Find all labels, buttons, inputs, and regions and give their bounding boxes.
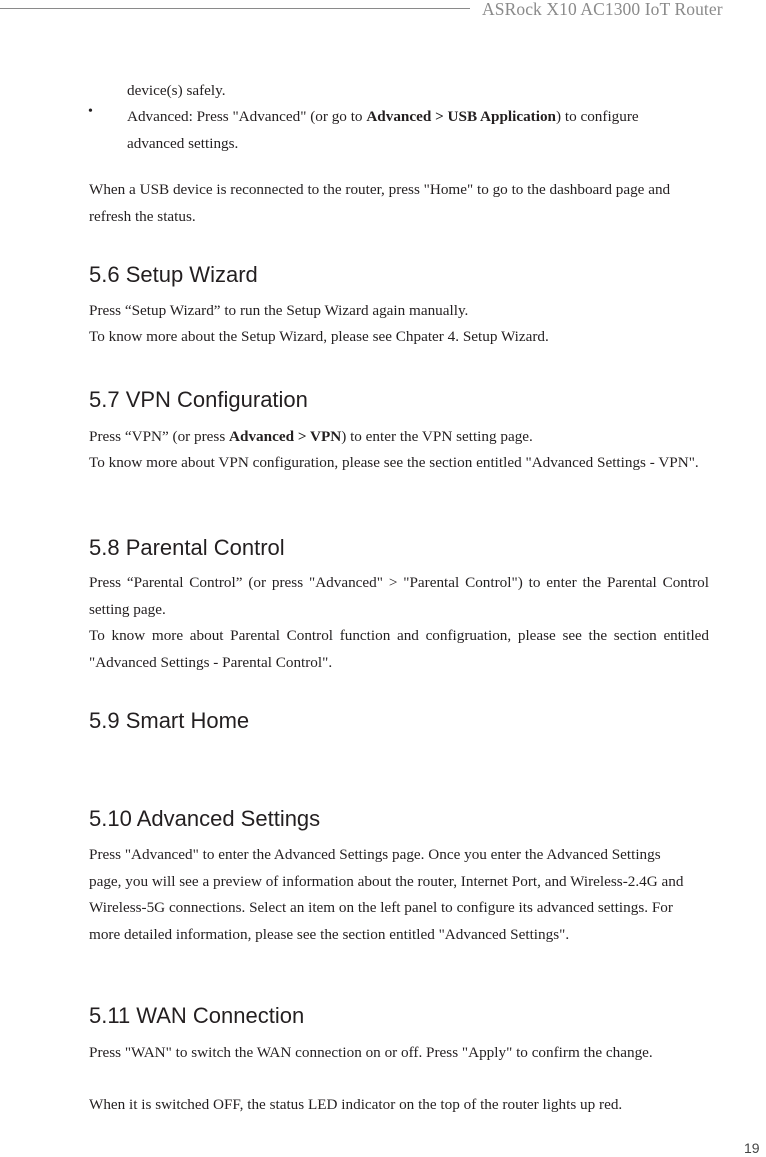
vpn-line1-prefix: Press “VPN” (or press: [89, 428, 230, 445]
advanced-heading: 5.10 Advanced Settings: [89, 806, 321, 831]
vpn-line1-bold: Advanced > VPN: [229, 428, 342, 445]
setup-wizard-heading: 5.6 Setup Wizard: [89, 262, 258, 287]
smart-home-heading: 5.9 Smart Home: [89, 708, 250, 733]
header-rule: [0, 8, 470, 9]
setup-wizard-line2: To know more about the Setup Wizard, please see Chpater 4. Setup Wizard.: [89, 328, 549, 345]
vpn-line2: To know more about VPN configuration, please see the section entitled "Advanced Settings - VPN".: [89, 454, 699, 471]
vpn-heading: 5.7 VPN Configuration: [89, 387, 308, 412]
vpn-line1: [89, 424, 709, 451]
usb-continued-text: device(s) safely.: [127, 82, 226, 99]
usb-reconnect-text: When a USB device is reconnected to the router, press "Home" to go to the dashboard page and refresh the status.: [89, 181, 671, 225]
usb-bullet-suffix: ) to configure advanced settings.: [127, 108, 639, 152]
bullet-icon: •: [88, 104, 93, 119]
wan-para2: When it is switched OFF, the status LED indicator on the top of the router lights up red.: [89, 1096, 623, 1113]
page-number: 19: [744, 1140, 760, 1156]
header-title: ASRock X10 AC1300 IoT Router: [482, 0, 723, 19]
parental-para1: Press “Parental Control” (or press "Advanced" > "Parental Control") to enter the Parental Control setting page.: [89, 574, 709, 618]
usb-advanced-bullet: [127, 104, 687, 157]
parental-para2: To know more about Parental Control function and configruation, please see the section entitled "Advanced Settings - Parental Control".: [89, 627, 709, 671]
parental-heading: 5.8 Parental Control: [89, 535, 285, 560]
wan-heading: 5.11 WAN Connection: [89, 1003, 305, 1028]
wan-para1: Press "WAN" to switch the WAN connection on or off. Press "Apply" to confirm the change.: [89, 1044, 653, 1061]
setup-wizard-line1: Press “Setup Wizard” to run the Setup Wizard again manually.: [89, 302, 469, 319]
usb-bullet-prefix: Advanced: Press "Advanced" (or go to: [127, 108, 367, 125]
advanced-para: Press "Advanced" to enter the Advanced Settings page. Once you enter the Advanced Settings page, you will see a preview of information about the router, Internet Port, and Wireless-2.4G and Wireless-5G connections. Select an item on the left panel to configure its advanced settings. For more detailed information, please see the section entitled "Advanced Settings".: [89, 846, 684, 943]
vpn-line1-suffix: ) to enter the VPN setting page.: [341, 428, 533, 445]
usb-bullet-bold: Advanced > USB Application: [366, 108, 556, 125]
